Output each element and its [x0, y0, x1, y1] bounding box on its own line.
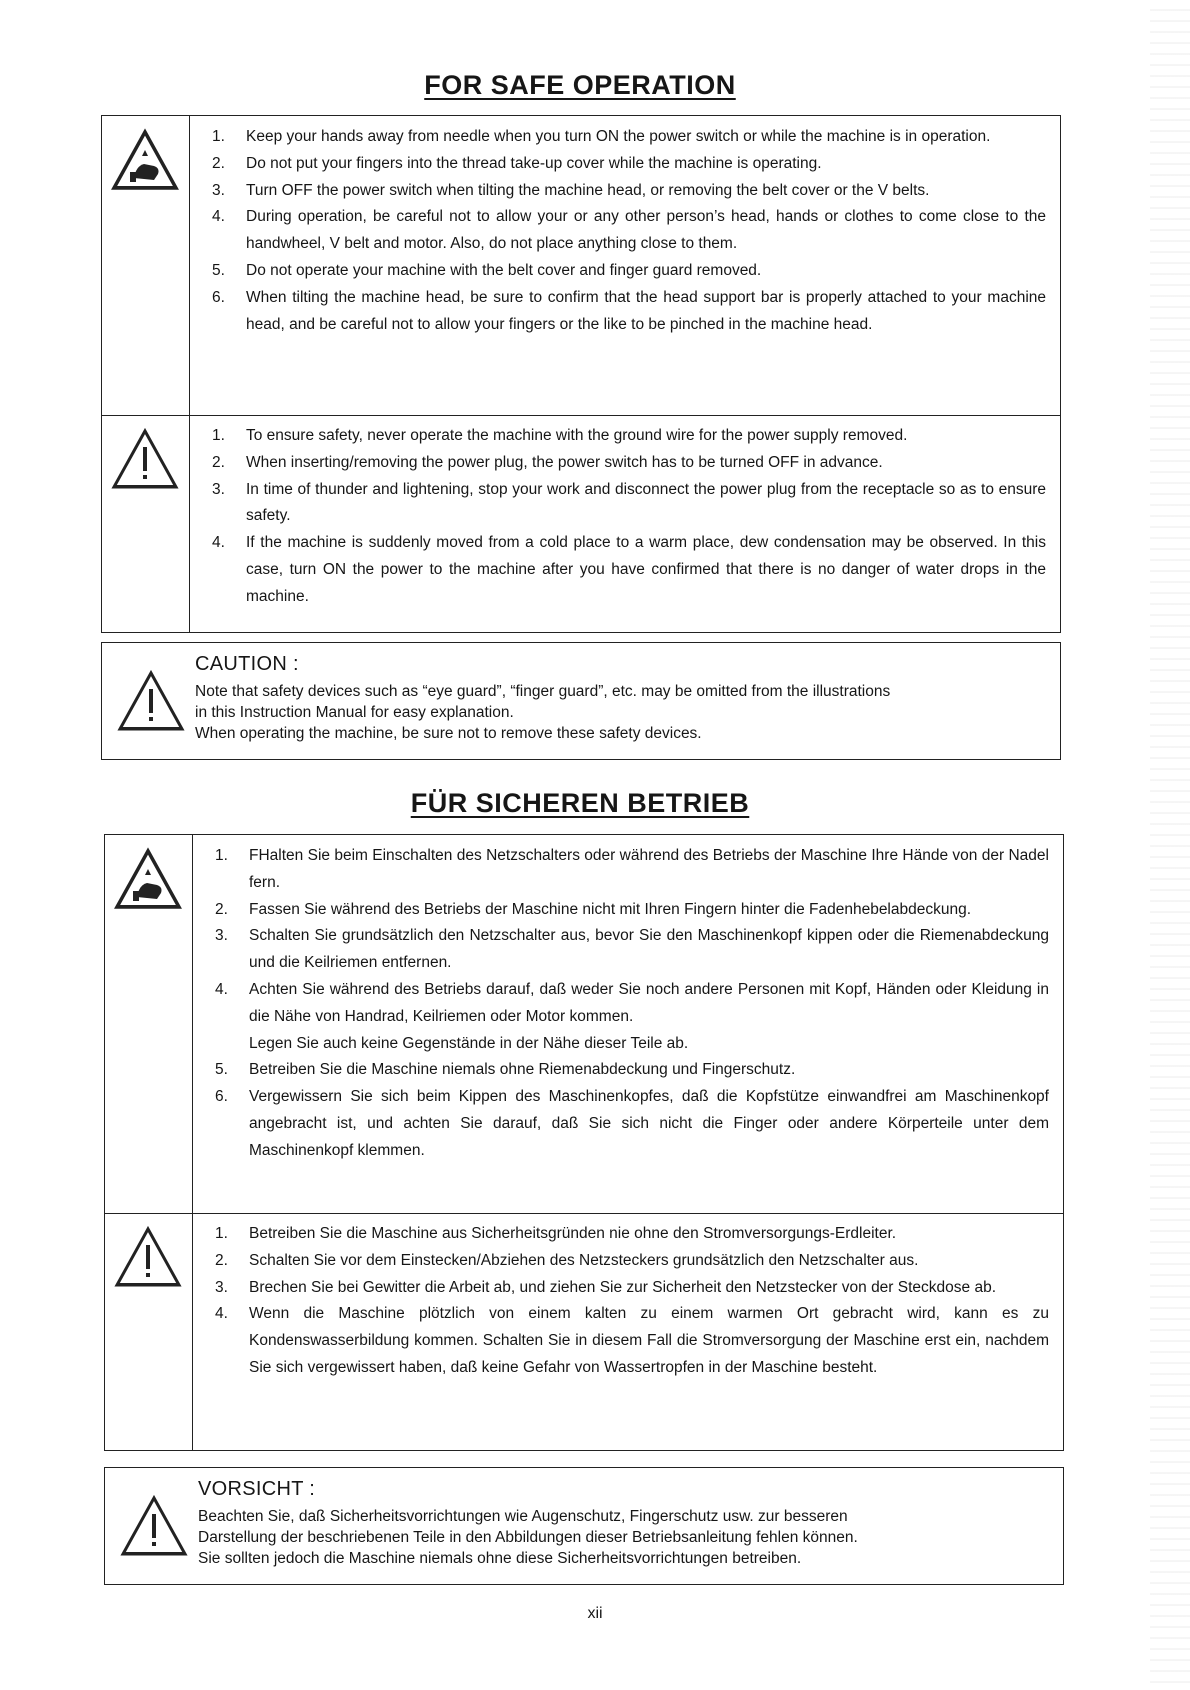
german-section2-text [193, 1213, 1063, 1450]
list-item [215, 923, 1049, 977]
list-item [212, 530, 1046, 610]
item-text: Turn OFF the power switch when tilting the machine head, or removing the belt cover or the V belts. [246, 181, 930, 199]
list-item [215, 897, 1049, 924]
item-text: Fassen Sie während des Betriebs der Maschine nicht mit Ihren Fingern hinter die Fadenhebelabdeckung. [249, 900, 972, 918]
exclamation-triangle-icon [110, 427, 180, 491]
item-number: 4. [215, 1305, 228, 1323]
caution-title: VORSICHT : [198, 1478, 316, 1500]
caution-line: Darstellung der beschriebenen Teile in den Abbildungen dieser Betriebsanleitung fehlen können. [198, 1529, 858, 1546]
item-text: Schalten Sie vor dem Einstecken/Abziehen des Netzsteckers grundsätzlich den Netzschalter aus. [249, 1251, 919, 1269]
caution-line: Sie sollten jedoch die Maschine niemals ohne diese Sicherheitsvorrichtungen betreiben. [198, 1550, 802, 1567]
item-number: 2. [215, 1251, 228, 1269]
item-text: Betreiben Sie die Maschine aus Sicherheitsgründen nie ohne den Stromversorgungs-Erdleiter. [249, 1225, 897, 1242]
item-number: 1. [212, 128, 225, 145]
item-number: 5. [215, 1061, 228, 1079]
list-item [212, 178, 1046, 205]
item-text: Keep your hands away from needle when you turn ON the power switch or while the machine is in operation. [246, 128, 991, 145]
item-text: Do not put your fingers into the thread take-up cover while the machine is operating. [246, 154, 822, 172]
list-item [215, 1057, 1049, 1084]
exclamation-triangle-icon [116, 669, 186, 733]
list-item [215, 1221, 1049, 1248]
caution-text [195, 681, 1055, 744]
item-text: FHalten Sie beim Einschalten des Netzschalters oder während des Betriebs der Maschine Ihre Hände von der Nadel fern. [249, 847, 1049, 891]
item-number: 1. [215, 847, 228, 864]
list-item [215, 1275, 1049, 1302]
item-text: Brechen Sie bei Gewitter die Arbeit ab, und ziehen Sie zur Sicherheit den Netzstecker von der Steckdose ab. [249, 1278, 997, 1296]
page-title-german: FÜR SICHEREN BETRIEB [410, 788, 750, 818]
list-item [215, 977, 1049, 1057]
page-number: xii [587, 1605, 603, 1622]
safety-table-english [101, 115, 1061, 633]
item-text: Achten Sie während des Betriebs darauf, daß weder Sie noch andere Personen mit Kopf, Händen oder Kleidung in die Nähe von Handrad, Keilriemen oder Motor kommen. [249, 980, 1049, 1025]
item-text: Vergewissern Sie sich beim Kippen des Maschinenkopfes, daß die Kopfstütze einwandfrei am Maschinenkopf angebracht ist, und achten Sie darauf, daß Sie sich nicht die Finger oder andere Körperteile unter dem Maschinenkopf klemmen. [249, 1088, 1049, 1159]
list-item [212, 450, 1046, 477]
caution-box-english [101, 642, 1061, 760]
caution-text [198, 1506, 1058, 1569]
caution-line: When operating the machine, be sure not to remove these safety devices. [195, 725, 702, 742]
hand-caution-triangle-icon [110, 128, 180, 192]
safety-table-german [104, 834, 1064, 1451]
item-number: 5. [212, 261, 225, 279]
caution-line: in this Instruction Manual for easy explanation. [195, 704, 514, 721]
item-number: 3. [212, 181, 225, 199]
item-text: Do not operate your machine with the belt cover and finger guard removed. [246, 261, 762, 279]
item-number: 1. [212, 427, 225, 444]
list-item [215, 1248, 1049, 1275]
item-text: To ensure safety, never operate the machine with the ground wire for the power supply removed. [246, 427, 908, 444]
hand-caution-triangle-icon [113, 847, 183, 911]
item-number: 4. [212, 534, 225, 552]
exclamation-triangle-icon [119, 1494, 189, 1558]
list-item [212, 124, 1046, 151]
item-number: 4. [212, 208, 225, 226]
item-number: 4. [215, 980, 228, 998]
caution-line: Beachten Sie, daß Sicherheitsvorrichtungen wie Augenschutz, Fingerschutz usw. zur besseren [198, 1508, 848, 1525]
caution-box-german [104, 1467, 1064, 1585]
icon-cell [102, 415, 190, 632]
item-text: When tilting the machine head, be sure to confirm that the head support bar is properly attached to your machine head, and be careful not to allow your fingers or the like to be pinched in the machine head. [246, 288, 1046, 333]
list-item [215, 1301, 1049, 1381]
item-number: 3. [212, 480, 225, 498]
list-item [212, 423, 1046, 450]
item-number: 1. [215, 1225, 228, 1242]
list-item [212, 477, 1046, 531]
list-item [212, 151, 1046, 178]
item-extra-text: Legen Sie auch keine Gegenstände in der Nähe dieser Teile ab. [249, 1034, 689, 1052]
item-text: Betreiben Sie die Maschine niemals ohne Riemenabdeckung und Fingerschutz. [249, 1061, 796, 1079]
item-text: Wenn die Maschine plötzlich von einem kalten zu einem warmen Ort gebracht wird, kann es zu Kondenswasserbildung kommen. Schalten Sie in diesem Fall die Stromversorgung der Maschine erst ein, nachdem Sie sich vergewissert haben, daß keine Gefahr von Wassertropfen in der Maschine besteht. [249, 1305, 1049, 1376]
list-item [212, 258, 1046, 285]
item-number: 6. [215, 1088, 228, 1106]
item-number: 3. [215, 927, 228, 945]
caution-line: Note that safety devices such as “eye guard”, “finger guard”, etc. may be omitted from the illustrations [195, 683, 891, 700]
page-title-english: FOR SAFE OPERATION [424, 70, 736, 100]
item-number: 2. [212, 453, 225, 471]
caution-title: CAUTION : [195, 653, 299, 675]
icon-cell [105, 1213, 193, 1450]
scan-edge [1150, 0, 1190, 1690]
item-text: During operation, be careful not to allow your or any other person’s head, hands or clothes to come close to the handwheel, V belt and motor. Also, do not place anything close to them. [246, 208, 1046, 253]
item-number: 2. [212, 154, 225, 172]
exclamation-triangle-icon [113, 1225, 183, 1289]
list-item [215, 1084, 1049, 1164]
item-text: In time of thunder and lightening, stop your work and disconnect the power plug from the receptacle so as to ensure safety. [246, 480, 1046, 525]
item-number: 6. [212, 288, 225, 306]
item-number: 2. [215, 900, 228, 918]
item-text: Schalten Sie grundsätzlich den Netzschalter aus, bevor Sie den Maschinenkopf kippen oder die Riemenabdeckung und die Keilriemen entfernen. [249, 927, 1049, 972]
item-text: If the machine is suddenly moved from a cold place to a warm place, dew condensation may be observed. In this case, turn ON the power to the machine after you have confirmed that there is no danger of water drops in the machine. [246, 534, 1046, 605]
icon-cell [105, 835, 193, 1213]
item-text: When inserting/removing the power plug, the power switch has to be turned OFF in advance. [246, 453, 883, 471]
english-section2-text [190, 415, 1060, 632]
icon-cell [102, 116, 190, 415]
german-section1-text [193, 835, 1063, 1213]
list-item [215, 843, 1049, 897]
list-item [212, 204, 1046, 258]
list-item [212, 285, 1046, 339]
item-number: 3. [215, 1278, 228, 1296]
english-section1-text [190, 116, 1060, 415]
